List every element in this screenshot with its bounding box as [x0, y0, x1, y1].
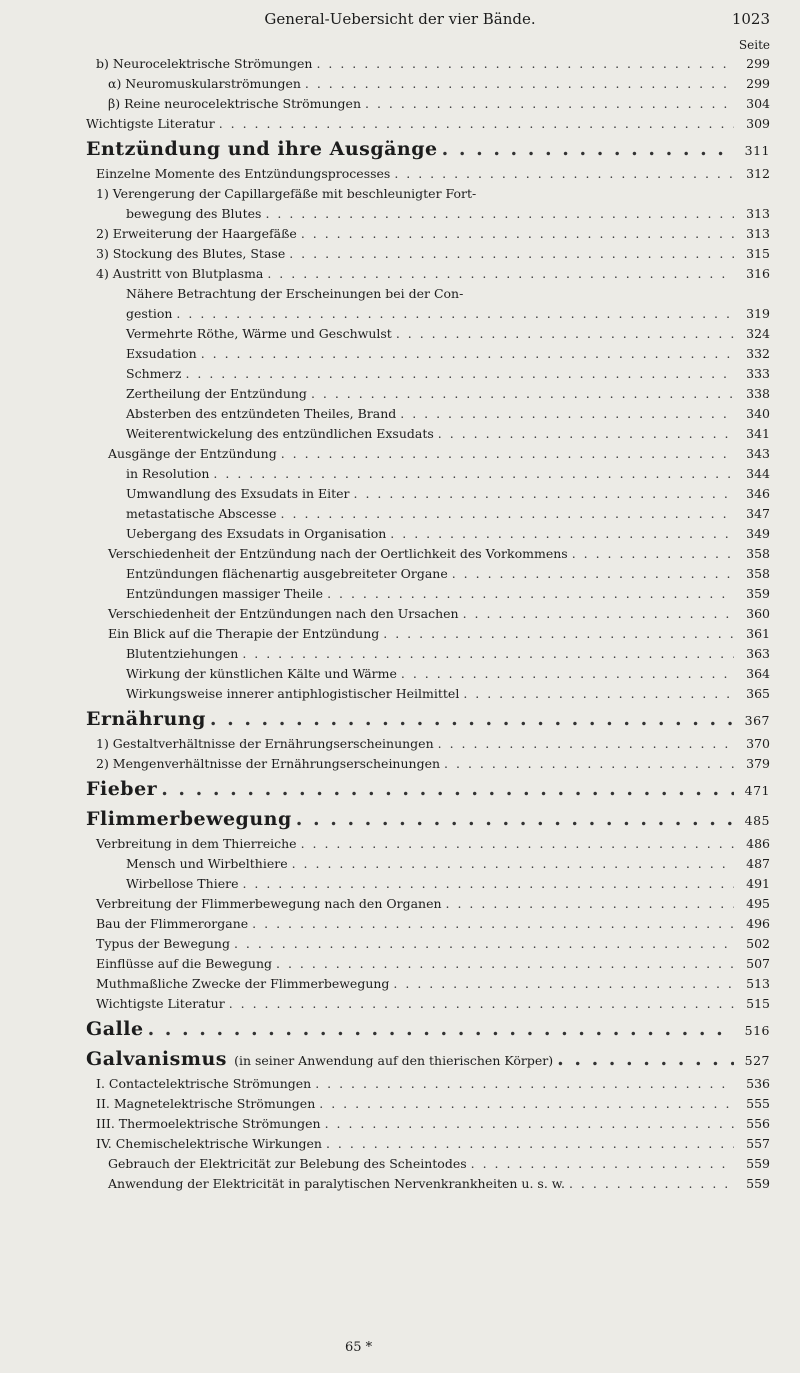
toc-entry-label: [96, 264, 263, 284]
toc-entry: [86, 974, 770, 994]
toc-page-number: 363: [746, 646, 770, 661]
toc-entry-text: Muthmaßliche Zwecke der Flimmerbewegung: [96, 976, 390, 991]
toc-entry-label: [96, 914, 248, 934]
toc-entry-text: Ernährung: [86, 708, 206, 730]
toc-entry-label: [108, 624, 379, 644]
toc-entry-text: IV. Chemischelektrische Wirkungen: [96, 1136, 322, 1151]
toc-entry-text: α) Neuromuskularströmungen: [108, 76, 301, 91]
toc-entry-text: Wichtigste Literatur: [86, 116, 215, 131]
toc-entry: [86, 204, 770, 224]
leader-dots: [281, 504, 734, 524]
toc-entry-label: [126, 644, 238, 664]
leader-dots: [463, 604, 734, 624]
leader-dots: [316, 54, 734, 74]
toc-entry: [86, 854, 770, 874]
leader-dots: [252, 914, 734, 934]
running-title: General-Uebersicht der vier Bände.: [264, 10, 536, 28]
leader-dots: [311, 384, 734, 404]
toc-page-number: 502: [746, 936, 770, 951]
leader-dots: [393, 974, 734, 994]
toc-entry-text: Anwendung der Elektricität in paralytischen Nervenkrankheiten u. s. w.: [108, 1176, 565, 1191]
leader-dots: [390, 524, 734, 544]
toc-entry: [86, 504, 770, 524]
toc-entry-text: Umwandlung des Exsudats in Eiter: [126, 486, 350, 501]
toc-entry-text: 1) Gestaltverhältnisse der Ernährungserscheinungen: [96, 736, 434, 751]
toc-entry: [86, 834, 770, 854]
toc-entry: [86, 1134, 770, 1154]
leader-dots: [315, 1074, 734, 1094]
toc-entry-label: [126, 524, 386, 544]
leader-dots: [265, 204, 734, 224]
toc-entry-text: Wirkung der künstlichen Kälte und Wärme: [126, 666, 397, 681]
leader-dots: [229, 994, 734, 1014]
toc-entry: [86, 934, 770, 954]
toc-entry-label: [96, 734, 434, 754]
toc-entry-label: [96, 1134, 322, 1154]
toc-page-number: 344: [746, 466, 770, 481]
toc-entry: [86, 664, 770, 684]
toc-entry: [86, 264, 770, 284]
leader-dots: [557, 1044, 734, 1074]
toc-entry-text: Absterben des entzündeten Theiles, Brand: [126, 406, 397, 421]
toc-page-number: 358: [746, 566, 770, 581]
toc-entry-label: [86, 804, 292, 834]
toc-entry: [86, 244, 770, 264]
toc-entry-text: Verschiedenheit der Entzündung nach der Oertlichkeit des Vorkommens: [108, 546, 568, 561]
toc-entry-text: 2) Mengenverhältnisse der Ernährungserscheinungen: [96, 756, 441, 771]
leader-dots: [572, 544, 734, 564]
running-header: [0, 8, 800, 32]
toc-entry-label: [108, 74, 301, 94]
toc-page-number: 516: [744, 1023, 770, 1038]
toc-entry: [86, 1154, 770, 1174]
toc-page-number: 486: [746, 836, 770, 851]
leader-dots: [438, 424, 734, 444]
toc-page-number: 471: [744, 783, 770, 798]
toc-entry-text: II. Magnetelektrische Strömungen: [96, 1096, 316, 1111]
toc-entry: [86, 464, 770, 484]
toc-entry: [86, 184, 770, 204]
leader-dots: [242, 644, 734, 664]
toc-entry-label: [96, 54, 312, 74]
toc-entry: [86, 324, 770, 344]
leader-dots: [185, 364, 734, 384]
toc-entry-text: Vermehrte Röthe, Wärme und Geschwulst: [126, 326, 392, 341]
toc-page-number: 313: [746, 226, 770, 241]
toc-entry-label: [126, 854, 288, 874]
toc-entry-label: [96, 834, 297, 854]
toc-entry-text: Einzelne Momente des Entzündungsprocesses: [96, 166, 391, 181]
toc-entry-text: Typus der Bewegung: [96, 936, 230, 951]
leader-dots: [446, 894, 734, 914]
toc-entry-text: Wirbellose Thiere: [126, 876, 239, 891]
toc-entry-text: metastatische Abscesse: [126, 506, 277, 521]
leader-dots: [213, 464, 734, 484]
page-number: 1023: [731, 10, 770, 28]
toc-section-heading: [86, 134, 770, 164]
toc-page-number: 359: [746, 586, 770, 601]
leader-dots: [281, 444, 734, 464]
toc-entry-label: [86, 704, 206, 734]
toc-entry: [86, 994, 770, 1014]
toc-entry-label: [108, 544, 568, 564]
leader-dots: [452, 564, 734, 584]
toc-page-number: 496: [746, 916, 770, 931]
toc-entry: [86, 584, 770, 604]
leader-dots: [242, 874, 734, 894]
toc-entry: [86, 544, 770, 564]
toc-entry-label: [86, 134, 438, 164]
toc-entry: [86, 734, 770, 754]
leader-dots: [301, 224, 734, 244]
toc-page-number: 304: [746, 96, 770, 111]
toc-entry-suffix: (in seiner Anwendung auf den thierischen Körper): [234, 1053, 554, 1068]
toc-entry-label: [86, 114, 215, 134]
toc-entry: [86, 304, 770, 324]
leader-dots: [305, 74, 734, 94]
toc-page-number: 495: [746, 896, 770, 911]
column-label-seite: Seite: [738, 38, 770, 52]
toc-entry-label: [126, 664, 397, 684]
toc-entry: [86, 1094, 770, 1114]
toc-page-number: 319: [746, 306, 770, 321]
toc-page-number: 379: [746, 756, 770, 771]
toc-entry-text: Wirkungsweise innerer antiphlogistischer Heilmittel: [126, 686, 460, 701]
toc-entry-label: [96, 164, 390, 184]
toc-entry-text: 2) Erweiterung der Haargefäße: [96, 226, 297, 241]
toc-page-number: 338: [746, 386, 770, 401]
leader-dots: [292, 854, 734, 874]
toc-entry: [86, 224, 770, 244]
toc-entry-label: [96, 1074, 311, 1094]
toc-entry: [86, 954, 770, 974]
toc-entry-text: Bau der Flimmerorgane: [96, 916, 249, 931]
leader-dots: [325, 1114, 734, 1134]
toc-entry-label: [126, 344, 197, 364]
toc-section-heading: [86, 774, 770, 804]
leader-dots: [394, 164, 734, 184]
leader-dots: [276, 954, 734, 974]
toc-page-number: 332: [746, 346, 770, 361]
toc-entry: [86, 684, 770, 704]
toc-entry-text: Uebergang des Exsudats in Organisation: [126, 526, 387, 541]
toc-entry: [86, 74, 770, 94]
toc-entry-text: Galvanismus: [86, 1048, 227, 1070]
leader-dots: [267, 264, 734, 284]
toc-entry-text: Gebrauch der Elektricität zur Belebung des Scheintodes: [108, 1156, 467, 1171]
toc-entry-text: 3) Stockung des Blutes, Stase: [96, 246, 286, 261]
toc-section-heading: [86, 704, 770, 734]
leader-dots: [438, 734, 734, 754]
toc-entry: [86, 284, 770, 304]
toc-page-number: 364: [746, 666, 770, 681]
toc-page-number: 349: [746, 526, 770, 541]
toc-entry-label: [126, 464, 209, 484]
toc-entry-label: [86, 1014, 144, 1044]
leader-dots: [444, 754, 734, 774]
toc-entry-text: Verbreitung der Flimmerbewegung nach den Organen: [96, 896, 442, 911]
toc-entry-label: [86, 774, 157, 804]
leader-dots: [442, 134, 734, 164]
toc-entry-label: [96, 954, 272, 974]
toc-entry-text: Nähere Betrachtung der Erscheinungen bei der Con-: [126, 286, 464, 301]
toc-entry-label: [108, 94, 361, 114]
toc-page-number: 487: [746, 856, 770, 871]
toc-entry: [86, 894, 770, 914]
toc-page-number: 361: [746, 626, 770, 641]
toc-page-number: 341: [746, 426, 770, 441]
toc-page-number: 324: [746, 326, 770, 341]
toc-page-number: 360: [746, 606, 770, 621]
toc-page-number: 370: [746, 736, 770, 751]
toc-entry-label: [96, 934, 230, 954]
toc-entry: [86, 644, 770, 664]
toc-page-number: 513: [746, 976, 770, 991]
toc-entry: [86, 404, 770, 424]
toc-entry-label: [96, 994, 225, 1014]
toc-entry-label: [126, 484, 350, 504]
toc-entry: [86, 164, 770, 184]
toc-entry-text: III. Thermoelektrische Strömungen: [96, 1116, 321, 1131]
toc-entry-text: Verbreitung in dem Thierreiche: [96, 836, 297, 851]
toc-entry-label: [96, 244, 285, 264]
toc-entry-label: [96, 894, 442, 914]
toc-entry: [86, 1074, 770, 1094]
leader-dots: [161, 774, 734, 804]
leader-dots: [148, 1014, 734, 1044]
toc-page-number: 365: [746, 686, 770, 701]
toc-page-number: 299: [746, 56, 770, 71]
toc-entry-text: Exsudation: [126, 346, 197, 361]
leader-dots: [401, 664, 734, 684]
toc-page-number: 309: [746, 116, 770, 131]
toc-entry-label: [108, 1154, 467, 1174]
toc-entry-text: I. Contactelektrische Strömungen: [96, 1076, 312, 1091]
toc-entry-label: [96, 1114, 321, 1134]
toc-entry-text: gestion: [126, 306, 173, 321]
toc-entry-text: Entzündungen flächenartig ausgebreiteter Organe: [126, 566, 448, 581]
toc-entry: [86, 754, 770, 774]
toc-entry: [86, 344, 770, 364]
toc-page-number: 367: [744, 713, 770, 728]
toc-page-number: 527: [744, 1053, 770, 1068]
leader-dots: [210, 704, 734, 734]
toc-entry: [86, 444, 770, 464]
toc-entry: [86, 624, 770, 644]
toc-entry-label: [126, 384, 307, 404]
toc-entry-text: in Resolution: [126, 466, 210, 481]
toc-page-number: 555: [746, 1096, 770, 1111]
toc-entry: [86, 364, 770, 384]
leader-dots: [463, 684, 734, 704]
toc-entry-label: [126, 204, 261, 224]
leader-dots: [354, 484, 735, 504]
leader-dots: [219, 114, 734, 134]
toc-entry-label: [126, 404, 396, 424]
leader-dots: [569, 1174, 734, 1194]
toc-page-number: 340: [746, 406, 770, 421]
toc-page-number: 333: [746, 366, 770, 381]
leader-dots: [400, 404, 734, 424]
toc-entry: [86, 424, 770, 444]
leader-dots: [176, 304, 734, 324]
toc-page-number: 515: [746, 996, 770, 1011]
leader-dots: [327, 584, 734, 604]
toc-entry-label: [96, 224, 297, 244]
toc-page-number: 559: [746, 1156, 770, 1171]
toc-entry-label: [108, 1174, 565, 1194]
leader-dots: [383, 624, 734, 644]
leader-dots: [326, 1134, 734, 1154]
toc-entry: [86, 484, 770, 504]
toc-page-number: 507: [746, 956, 770, 971]
toc-entry-text: Mensch und Wirbelthiere: [126, 856, 288, 871]
toc-page-number: 311: [744, 143, 770, 158]
toc-entry-label: [126, 324, 392, 344]
toc-entry: [86, 874, 770, 894]
toc-section-heading: [86, 1014, 770, 1044]
toc-entry-label: [96, 184, 476, 204]
leader-dots: [296, 804, 734, 834]
toc-entry-label: [96, 974, 389, 994]
toc-page-number: 491: [746, 876, 770, 891]
toc-entry-text: Entzündungen massiger Theile: [126, 586, 324, 601]
leader-dots: [319, 1094, 734, 1114]
toc-page-number: 343: [746, 446, 770, 461]
leader-dots: [289, 244, 734, 264]
toc-entry-text: β) Reine neurocelektrische Strömungen: [108, 96, 361, 111]
toc-entry-text: Einflüsse auf die Bewegung: [96, 956, 273, 971]
toc-entry-label: [126, 584, 323, 604]
toc-entry-label: [108, 444, 277, 464]
toc-entry-label: [126, 424, 434, 444]
toc-entry-label: [126, 564, 448, 584]
toc-entry-text: 4) Austritt von Blutplasma: [96, 266, 264, 281]
leader-dots: [301, 834, 734, 854]
toc-entry: [86, 564, 770, 584]
toc-entry-text: Flimmerbewegung: [86, 808, 292, 830]
toc-entry-label: [126, 684, 459, 704]
toc-entry-label: [126, 504, 277, 524]
leader-dots: [396, 324, 734, 344]
toc-entry-text: Verschiedenheit der Entzündungen nach den Ursachen: [108, 606, 459, 621]
leader-dots: [234, 934, 734, 954]
toc-entry-label: [96, 1094, 315, 1114]
toc-page-number: 315: [746, 246, 770, 261]
toc-page-number: 485: [744, 813, 770, 828]
toc-entry-text: Ausgänge der Entzündung: [108, 446, 277, 461]
leader-dots: [201, 344, 734, 364]
toc-entry: [86, 1114, 770, 1134]
toc-entry-label: [126, 284, 463, 304]
toc-entry: [86, 524, 770, 544]
toc-entry: [86, 54, 770, 74]
toc-section-heading: [86, 804, 770, 834]
toc-entry-label: [126, 364, 181, 384]
toc-entry-label: [126, 304, 172, 324]
toc-page-number: 316: [746, 266, 770, 281]
toc-entry: [86, 94, 770, 114]
toc-entry: [86, 384, 770, 404]
toc-entry-label: [108, 604, 459, 624]
toc-page-number: 557: [746, 1136, 770, 1151]
toc-page-number: 556: [746, 1116, 770, 1131]
toc-entry: [86, 1174, 770, 1194]
toc-page-number: 299: [746, 76, 770, 91]
table-of-contents: [86, 54, 770, 1194]
toc-entry-text: Schmerz: [126, 366, 182, 381]
leader-dots: [365, 94, 734, 114]
toc-section-heading: [86, 1044, 770, 1074]
toc-entry-text: Wichtigste Literatur: [96, 996, 225, 1011]
toc-entry-text: Galle: [86, 1018, 144, 1040]
toc-entry-text: b) Neurocelektrische Strömungen: [96, 56, 313, 71]
toc-entry-text: Zertheilung der Entzündung: [126, 386, 307, 401]
toc-entry: [86, 604, 770, 624]
toc-entry-text: Fieber: [86, 778, 158, 800]
toc-entry-text: Ein Blick auf die Therapie der Entzündung: [108, 626, 380, 641]
toc-entry-label: [96, 754, 440, 774]
toc-entry-text: 1) Verengerung der Capillargefäße mit beschleunigter Fort-: [96, 186, 477, 201]
toc-entry-text: Blutentziehungen: [126, 646, 239, 661]
toc-page-number: 313: [746, 206, 770, 221]
leader-dots: [471, 1154, 734, 1174]
toc-page-number: 347: [746, 506, 770, 521]
toc-entry-text: Entzündung und ihre Ausgänge: [86, 138, 438, 160]
toc-page-number: 346: [746, 486, 770, 501]
toc-entry: [86, 914, 770, 934]
toc-entry: [86, 114, 770, 134]
toc-entry-text: Weiterentwickelung des entzündlichen Exsudats: [126, 426, 434, 441]
toc-entry-text: bewegung des Blutes: [126, 206, 262, 221]
toc-page-number: 312: [746, 166, 770, 181]
toc-page-number: 559: [746, 1176, 770, 1191]
toc-page-number: 536: [746, 1076, 770, 1091]
toc-entry-label: [126, 874, 238, 894]
toc-entry-label: [86, 1044, 553, 1074]
signature-mark: 65 *: [345, 1340, 373, 1355]
toc-page-number: 358: [746, 546, 770, 561]
